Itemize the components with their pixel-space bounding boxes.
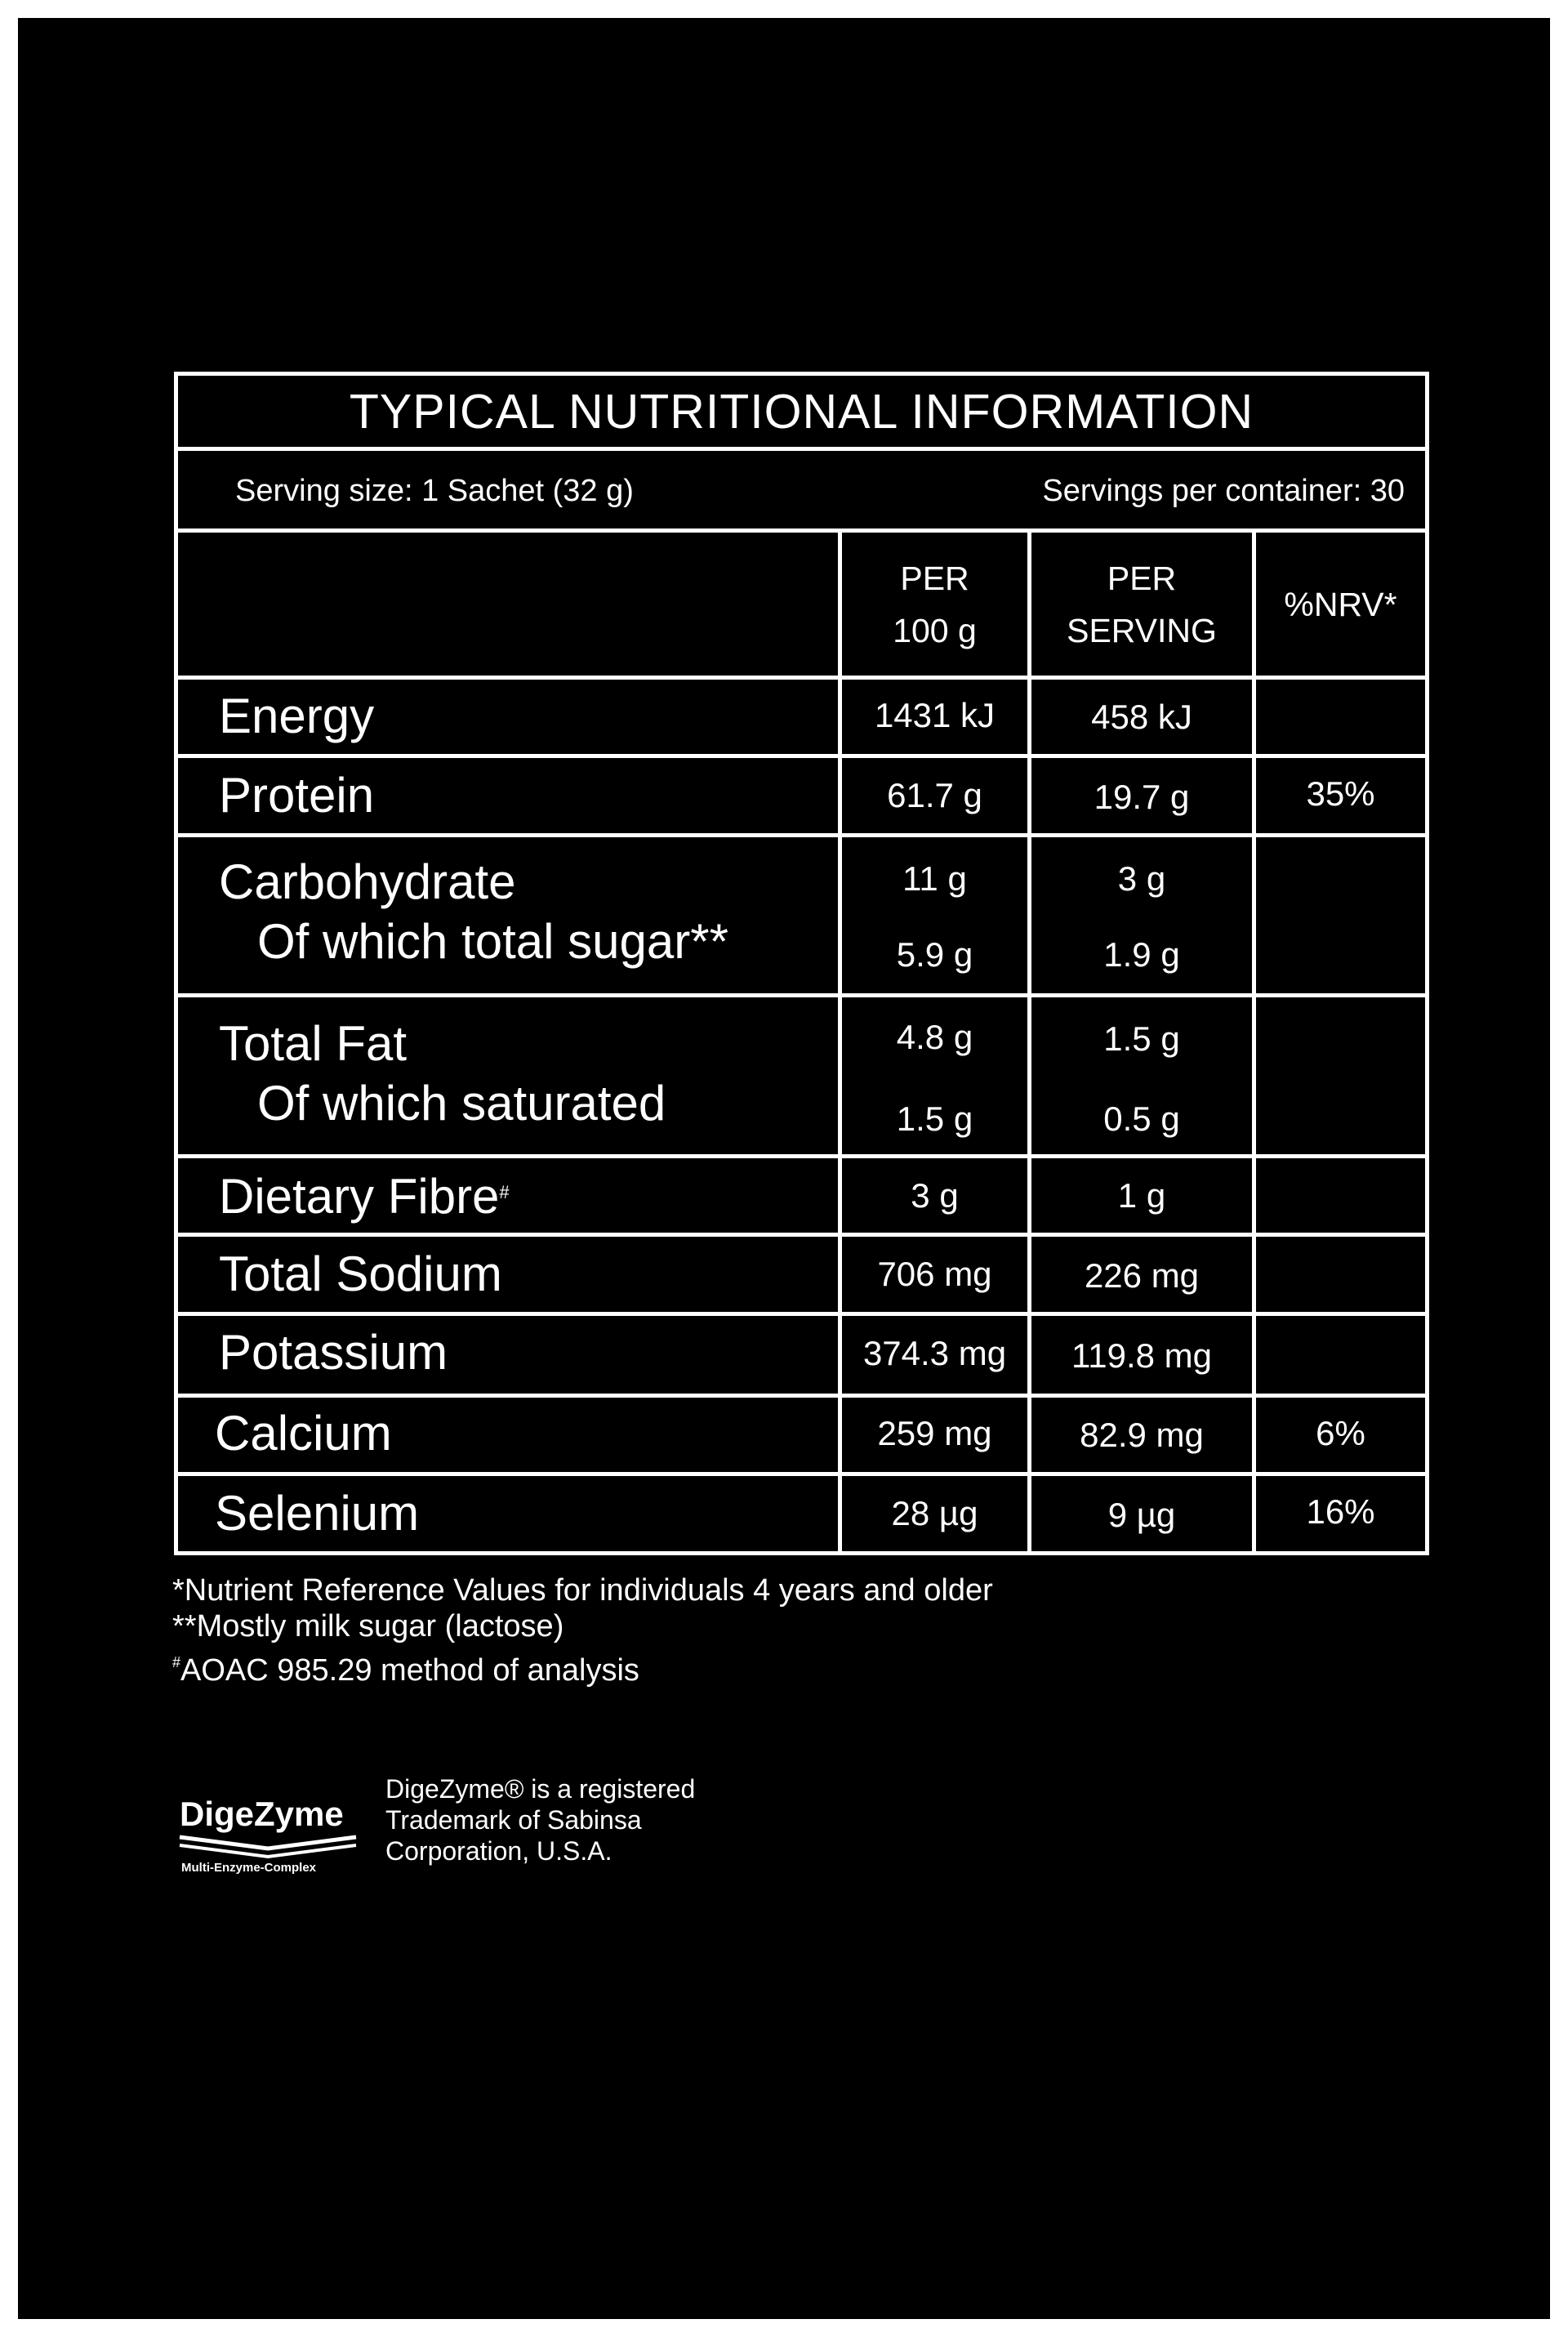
logo-chevron-icon: [180, 1837, 356, 1849]
table-row: [174, 758, 1429, 837]
table-row: [174, 1158, 1429, 1237]
table-row: [174, 837, 1429, 997]
value-nrv: 35%: [1306, 774, 1375, 813]
value-per-serving: 458 kJ: [1091, 698, 1192, 736]
footnote-aoac: #AOAC 985.29 method of analysis: [172, 1653, 639, 1688]
nutrient-name: Total Fat: [219, 1016, 408, 1071]
value-per-serving: 0.5 g: [1103, 1099, 1180, 1138]
analysis-mark: #: [499, 1182, 510, 1202]
value-per-serving: 1.5 g: [1103, 1019, 1180, 1058]
nutrient-name: Potassium: [219, 1325, 448, 1380]
logo-wordmark: DigeZyme: [180, 1795, 344, 1833]
value-per-100g: 5.9 g: [896, 935, 973, 974]
table-row: [174, 1237, 1429, 1316]
value-per-serving: 1.9 g: [1103, 935, 1180, 974]
header-name-cell: [178, 533, 842, 676]
value-nrv: 16%: [1306, 1492, 1375, 1531]
column-header-row: [174, 533, 1429, 680]
value-per-100g: 706 mg: [877, 1255, 992, 1293]
value-per-serving: 19.7 g: [1094, 778, 1190, 816]
value-per-serving: 3 g: [1117, 859, 1166, 898]
value-per-100g: 11 g: [902, 859, 967, 898]
value-per-100g: 374.3 mg: [862, 1334, 1007, 1372]
nutrient-subname: Of which saturated: [257, 1076, 666, 1131]
value-per-100g: 1.5 g: [896, 1099, 973, 1138]
header-per-serving: PER SERVING: [1031, 533, 1256, 676]
serving-info-row: [174, 451, 1429, 533]
value-nrv: 6%: [1316, 1414, 1365, 1452]
nutrient-name: Total Sodium: [219, 1247, 502, 1301]
table-row: [174, 1476, 1429, 1555]
table-title: TYPICAL NUTRITIONAL INFORMATION: [174, 372, 1429, 451]
value-per-serving: 9 µg: [1107, 1496, 1176, 1534]
analysis-mark: #: [172, 1654, 181, 1670]
value-per-100g: 1431 kJ: [874, 696, 996, 734]
value-per-100g: 28 µg: [891, 1494, 978, 1532]
value-per-serving: 82.9 mg: [1080, 1416, 1204, 1454]
value-per-100g: 61.7 g: [887, 776, 982, 814]
footnote-sugar: **Mostly milk sugar (lactose): [172, 1609, 564, 1643]
table-row: [174, 680, 1429, 758]
table-row: [174, 1316, 1429, 1398]
nutrient-name: Dietary Fibre#: [219, 1169, 510, 1224]
trademark-notice: DigeZyme® is a registered Trademark of Sabinsa Corporation, U.S.A.: [385, 1774, 696, 1866]
nutrient-subname: Of which total sugar**: [257, 914, 728, 969]
nutrient-name: Carbohydrate: [219, 854, 516, 909]
value-per-100g: 259 mg: [877, 1414, 992, 1452]
digezyme-logo: [178, 1783, 359, 1875]
logo-tagline: Multi-Enzyme-Complex: [181, 1861, 317, 1875]
nutrient-name: Energy: [219, 689, 375, 743]
nutrient-name: Selenium: [215, 1486, 420, 1541]
value-per-100g: 4.8 g: [896, 1018, 973, 1056]
table-row: [174, 997, 1429, 1158]
footnote-nrv: *Nutrient Reference Values for individuals 4 years and older: [172, 1573, 993, 1608]
nutrient-name: Protein: [219, 768, 375, 823]
servings-per-container: Servings per container: 30: [1042, 474, 1405, 508]
table-row: [174, 1398, 1429, 1476]
value-per-serving: 1 g: [1117, 1176, 1166, 1215]
nutrient-name: Calcium: [215, 1406, 392, 1461]
nutrition-table: [174, 372, 1429, 1550]
serving-size: Serving size: 1 Sachet (32 g): [235, 474, 634, 508]
value-per-serving: 119.8 mg: [1071, 1336, 1212, 1375]
value-per-100g: 3 g: [911, 1176, 959, 1215]
header-per-100g: PER 100 g: [842, 533, 1031, 676]
header-nrv: %NRV*: [1284, 585, 1397, 623]
footnotes: [172, 1572, 993, 1688]
value-per-serving: 226 mg: [1084, 1256, 1200, 1295]
